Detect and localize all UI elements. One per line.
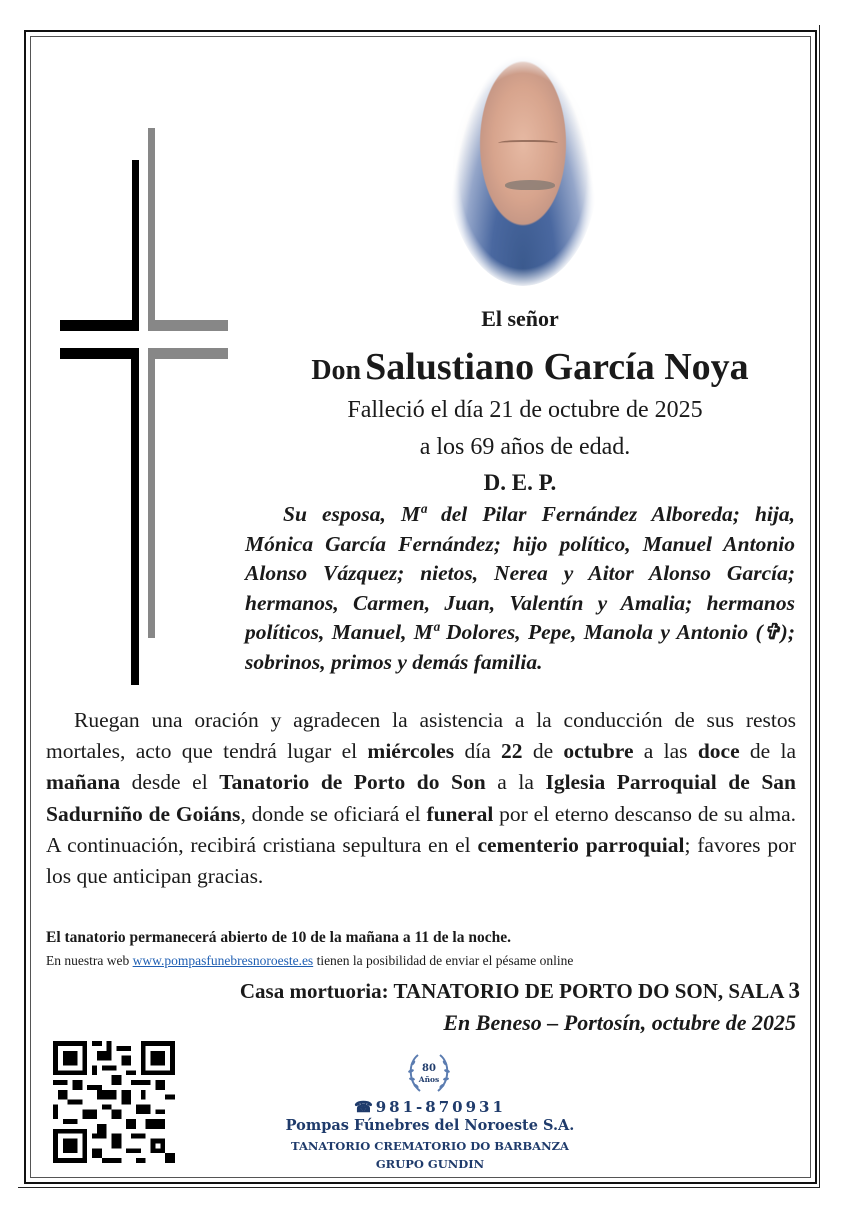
- honorific: Don: [311, 355, 362, 386]
- text: , donde se oficiará el: [240, 801, 427, 826]
- day: 22: [501, 739, 523, 764]
- portrait-detail: [505, 180, 555, 190]
- funeral-home-label: Casa mortuoria: TANATORIO DE PORTO DO SON, SALA: [239, 979, 789, 1003]
- ceremony-paragraph: [46, 705, 796, 892]
- page-edge-right: [819, 25, 820, 1188]
- laurel-80-years-logo-icon: [404, 1051, 454, 1097]
- age: a los 69 años de edad.: [419, 434, 631, 460]
- service: funeral: [426, 801, 494, 826]
- page-edge-bottom: [18, 1187, 820, 1188]
- website-link[interactable]: www.pompasfunebresnoroeste.es: [132, 953, 314, 968]
- phone-number: [300, 1098, 560, 1116]
- text: por el eterno descanso de su alma. A continuación, recibirá cristiana sepultura en el: [46, 801, 797, 857]
- text: de la: [739, 739, 796, 764]
- phone-text: 981-870931: [375, 1098, 506, 1116]
- room-number: 3: [788, 978, 800, 1003]
- phone-icon: ☎: [354, 1098, 376, 1116]
- company-name: Pompas Fúnebres del Noroeste S.A.: [285, 1117, 575, 1134]
- deceased-name: [250, 345, 810, 389]
- origin-venue: Tanatorio de Porto do Son: [219, 770, 486, 795]
- text: de: [522, 739, 564, 764]
- time-of-day: mañana: [46, 770, 121, 795]
- family-text: Su esposa, Mª del Pilar Fernández Alboreda; hija, Mónica García Fernández; hijo político, Manuel Antonio Alonso Vázquez; nietos, Nerea y Aitor Alonso García; hermanos, Carmen, Juan, Valentín y Amalia; hermanos políticos, Manuel, Mª Dolores, Pepe, Manola y Antonio (✞); sobrinos, primos y demás familia.: [245, 502, 795, 674]
- portrait-detail: [498, 140, 558, 148]
- text: a las: [633, 739, 698, 764]
- place-date: En Beneso – Portosín, octubre de 2025: [443, 1010, 796, 1035]
- svg-text:80: 80: [422, 1063, 436, 1074]
- church: Iglesia Parroquial de San Sadurniño de Goiáns: [46, 770, 796, 826]
- hour: doce: [697, 739, 740, 764]
- intro-label: El señor: [481, 306, 559, 331]
- rip-label: D. E. P.: [483, 470, 557, 495]
- text: a la: [485, 770, 546, 795]
- death-date: Falleció el día 21 de octubre de 2025: [347, 397, 703, 423]
- text: desde el: [120, 770, 220, 795]
- text: día: [454, 739, 502, 764]
- company-group: GRUPO GUNDIN: [375, 1157, 485, 1171]
- company-subtitle: TANATORIO CREMATORIO DO BARBANZA: [291, 1139, 569, 1153]
- text: ; favores por los que anticipan gracias.: [46, 832, 796, 889]
- cemetery: cementerio parroquial: [477, 832, 685, 857]
- qr-code-icon[interactable]: [53, 1041, 175, 1163]
- month: octubre: [563, 739, 634, 764]
- full-name: Salustiano García Noya: [365, 346, 749, 388]
- web-notice: [46, 953, 806, 969]
- opening-hours: El tanatorio permanecerá abierto de 10 de la mañana a 11 de la noche.: [46, 929, 511, 946]
- svg-text:Años: Años: [418, 1075, 440, 1084]
- text: tienen la posibilidad de enviar el pésame online: [313, 953, 574, 968]
- family-list: [245, 500, 795, 677]
- text: Ruegan una oración y agradecen la asistencia a la conducción de sus restos mortales, acto que tendrá lugar el: [46, 708, 796, 764]
- funeral-home: [150, 978, 800, 1004]
- text: En nuestra web: [46, 953, 133, 968]
- deceased-portrait: [448, 56, 598, 286]
- weekday: miércoles: [367, 739, 455, 764]
